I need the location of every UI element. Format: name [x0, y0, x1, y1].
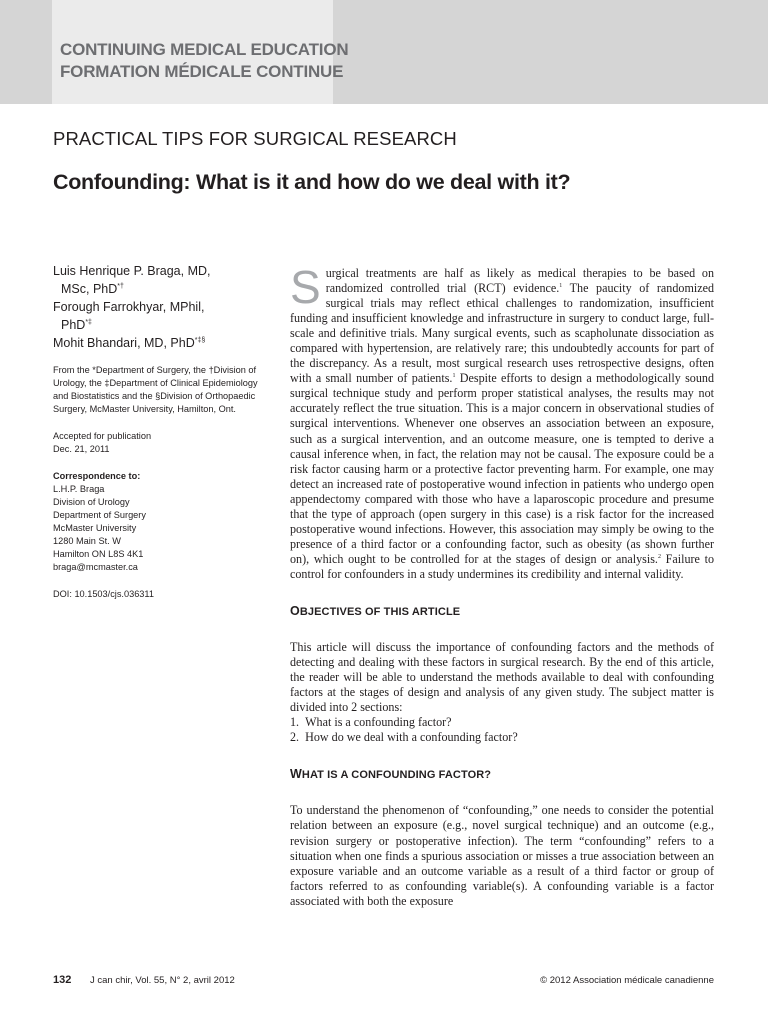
paragraph-intro: Surgical treatments are half as likely as medical therapies to be based on randomized controlled trial (RCT) evidence.$^1$ The paucity of randomized surgical trials may reflect ethical challenges to randomization, insufficient funding and insufficient knowledge and infrastructure in surgery to conduct large, full-scale and definitive trials. Many surgical events, such as scapholunate dissociation as compared with hypertension, are relatively rare; this undoubtedly accounts for part of the discrepancy. As a result, most surgical research uses retrospective designs, often with a small number of patients.$^1$ Despite efforts to design a methodologically sound surgical technique study and perform proper statistical analyses, the results may not accurately reflect the true situation. This is a major concern in observational studies of surgical interventions. Whenever one observes an association between an exposure, such as a surgical intervention, and an outcome measure, one is tempted to derive a causal inference when, in fact, the relation may not be causal. The exposure could be a risk factor causing harm or a protective factor preventing harm. For example, one may detect an increased rate of postoperative wound infection in patients who undergo open appendectomy compared with those who have a laparoscopic procedure and presume that the type of approach (open surgery in this case) is a risk factor for the increased postoperative wound infections. However, this association may simply be owing to the presence of a third factor or a confounding factor, such as obesity (as shown further on), which ought to be controlled for at the stages of design or analysis.$^2$ Failure to control for confounders in a study undermines its credibility and internal validity. [290, 261, 714, 581]
accepted-date: Accepted for publication Dec. 21, 2011 [53, 431, 152, 454]
page-number: 132 [53, 974, 72, 986]
author-3: Mohit Bhandari, MD, PhD*‡§ [53, 336, 206, 350]
article-body [290, 261, 714, 909]
copyright: © 2012 Association médicale canadienne [540, 975, 714, 986]
heading-confounding: WHAT IS A CONFOUNDING FACTOR? [290, 767, 492, 782]
doi[interactable]: DOI: 10.1503/cjs.036311 [53, 589, 154, 599]
cme-label-en: CONTINUING MEDICAL EDUCATION [60, 40, 349, 59]
list-item: 2. How do we deal with a confounding factor? [290, 730, 518, 745]
author-1: Luis Henrique P. Braga, MD, [53, 264, 211, 278]
drop-cap: S [290, 261, 321, 313]
author-2: Forough Farrokhyar, MPhil, [53, 300, 205, 314]
cme-label-fr: FORMATION MÉDICALE CONTINUE [60, 62, 344, 81]
section-title: PRACTICAL TIPS FOR SURGICAL RESEARCH [53, 128, 457, 149]
affiliation: From the *Department of Surgery, the †Division of Urology, the ‡Department of Clinical Epidemiology and Biostatistics and the §Division of Orthopaedic Surgery, McMaster University, Hamilton, Ont. [53, 365, 258, 414]
paragraph-definition: To understand the phenomenon of “confounding,” one needs to consider the potential relation between an exposure (e.g., novel surgical technique) and an outcome (e.g., revision surgery or postoperative infection). The term “confounding” refers to a situation when one finds a spurious association or misses a true association between an exposure variable and an outcome variable as a result of a third factor or group of factors referred to as confounding variable(s). A confounding variable is a factor associated with both the exposure [290, 803, 714, 908]
journal-citation: J can chir, Vol. 55, N° 2, avril 2012 [90, 975, 235, 986]
correspondence: Correspondence to: L.H.P. Braga Division of Urology Department of Surgery McMaster University 1280 Main St. W Hamilton ON L8S 4K1 braga@mcmaster.ca [53, 470, 263, 574]
sidebar [53, 262, 263, 601]
list-item: 1. What is a confounding factor? [290, 715, 452, 730]
paragraph-objectives: This article will discuss the importance of confounding factors and the methods of detecting and dealing with these factors in surgical research. By the end of this article, the reader will be able to understand the methods available to deal with confounding factors at the stages of design and analysis of any given study. The subject matter is divided into 2 sections: [290, 640, 714, 715]
article-title: Confounding: What is it and how do we deal with it? [53, 170, 571, 194]
heading-objectives: OBJECTIVES OF THIS ARTICLE [290, 603, 461, 618]
author-list: Luis Henrique P. Braga, MD, MSc, PhD*† Forough Farrokhyar, MPhil, PhD*‡ Mohit Bhandari, MD, PhD*‡§ [53, 262, 263, 352]
email-link[interactable]: braga@mcmaster.ca [53, 562, 138, 572]
